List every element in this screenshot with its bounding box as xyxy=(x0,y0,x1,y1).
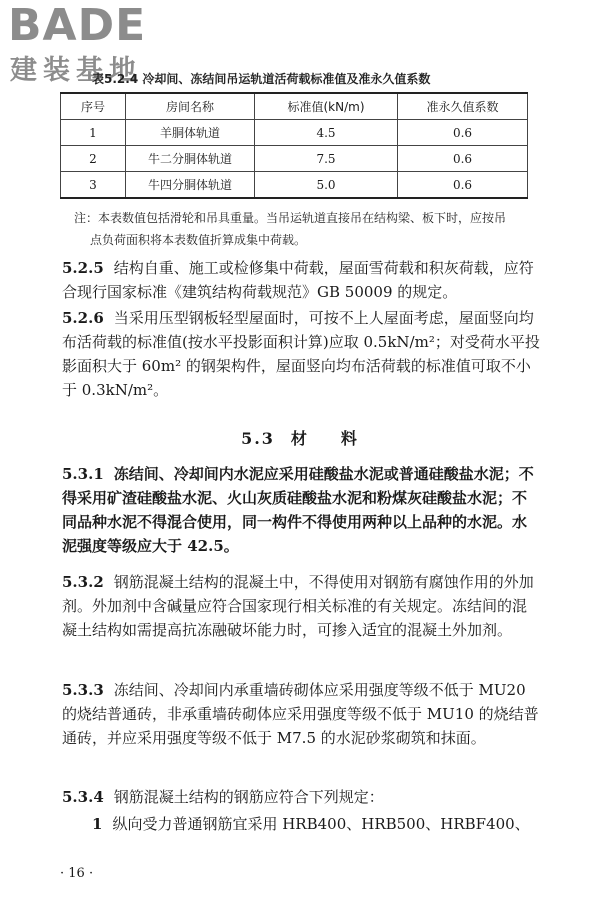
table-cell: 7.5 xyxy=(255,146,398,172)
table-note-line: 点负荷面积将本表数值折算成集中荷载。 xyxy=(90,233,307,247)
table-row xyxy=(61,146,528,172)
clause-5-3-3 xyxy=(62,678,540,750)
watermark-subtitle: 建装基地 xyxy=(10,55,142,86)
clause-text: 钢筋混凝土结构的混凝土中，不得使用对钢筋有腐蚀作用的外加剂。外加剂中含碱量应符合国家现行相关标准的有关规定。冻结间的混凝土结构如需提高抗冻融破坏能力时，可掺入适宜的混凝土外加剂。 xyxy=(62,573,534,639)
clause-5-2-5 xyxy=(62,256,540,304)
clause-text: 结构自重、施工或检修集中荷载，屋面雪荷载和积灰荷载，应符合现行国家标准《建筑结构荷载规范》GB 50009 的规定。 xyxy=(62,259,534,301)
table-cell: 0.6 xyxy=(398,146,528,172)
table-cell: 牛四分胴体轨道 xyxy=(126,172,255,199)
table-cell: 0.6 xyxy=(398,120,528,146)
table-note xyxy=(74,207,554,251)
table-cell: 1 xyxy=(61,120,126,146)
table-cell: 牛二分胴体轨道 xyxy=(126,146,255,172)
table-cell: 0.6 xyxy=(398,172,528,199)
table-cell: 4.5 xyxy=(255,120,398,146)
table-row xyxy=(61,172,528,199)
section-heading xyxy=(0,426,600,449)
section-title-char: 料 xyxy=(340,429,359,448)
clause-number: 5.3.4 xyxy=(62,788,104,806)
list-item-1 xyxy=(92,812,542,836)
header-cell: 标准值(kN/m) xyxy=(255,93,398,120)
clause-number: 5.3.3 xyxy=(62,681,104,699)
clause-text: 当采用压型钢板轻型屋面时，可按不上人屋面考虑，屋面竖向均布活荷载的标准值(按水平投影面积计算)应取 0.5kN/m²；对受荷水平投影面积大于 60m² 的钢架构件，屋面竖向均布活荷载的标准值可取不小于 0.3kN/m²。 xyxy=(62,309,540,399)
load-table xyxy=(60,92,528,199)
clause-number: 5.3.2 xyxy=(62,573,104,591)
clause-5-3-4 xyxy=(62,785,540,809)
table-cell: 羊胴体轨道 xyxy=(126,120,255,146)
table-header-row xyxy=(61,93,528,120)
table-cell: 3 xyxy=(61,172,126,199)
table-row xyxy=(61,120,528,146)
section-number: 5.3 xyxy=(241,429,275,448)
table-cell: 5.0 xyxy=(255,172,398,199)
clause-text: 冻结间、冷却间内水泥应采用硅酸盐水泥或普通硅酸盐水泥；不得采用矿渣硅酸盐水泥、火山灰质硅酸盐水泥和粉煤灰硅酸盐水泥；不同品种水泥不得混合使用，同一构件不得使用两种以上品种的水泥。水泥强度等级应大于 42.5。 xyxy=(62,465,534,555)
clause-number: 5.3.1 xyxy=(62,465,104,483)
table-caption: 表5.2.4 冷却间、冻结间吊运轨道活荷载标准值及准永久值系数 xyxy=(92,72,431,86)
header-cell: 房间名称 xyxy=(126,93,255,120)
clause-5-3-2 xyxy=(62,570,540,642)
table-note-line: 注：本表数值包括滑轮和吊具重量。当吊运轨道直接吊在结构梁、板下时，应按吊 xyxy=(74,211,507,225)
clause-number: 5.2.6 xyxy=(62,309,104,327)
clause-5-3-1 xyxy=(62,462,540,558)
clause-text: 冻结间、冷却间内承重墙砖砌体应采用强度等级不低于 MU20 的烧结普通砖，非承重墙砖砌体应采用强度等级不低于 MU10 的烧结普通砖，并应采用强度等级不低于 M7.5 的水泥砂浆砌筑和抹面。 xyxy=(62,681,539,747)
page-number: · 16 · xyxy=(60,866,94,881)
section-title-char: 材 xyxy=(290,429,309,448)
table-cell: 2 xyxy=(61,146,126,172)
header-cell: 准永久值系数 xyxy=(398,93,528,120)
clause-number: 5.2.5 xyxy=(62,259,104,277)
clause-5-2-6 xyxy=(62,306,540,402)
clause-text: 钢筋混凝土结构的钢筋应符合下列规定： xyxy=(113,788,384,806)
watermark-brand: BADE xyxy=(8,0,147,51)
header-cell: 序号 xyxy=(61,93,126,120)
list-item-number: 1 xyxy=(92,815,103,833)
list-item-text: 纵向受力普通钢筋宜采用 HRB400、HRB500、HRBF400、 xyxy=(112,815,530,833)
